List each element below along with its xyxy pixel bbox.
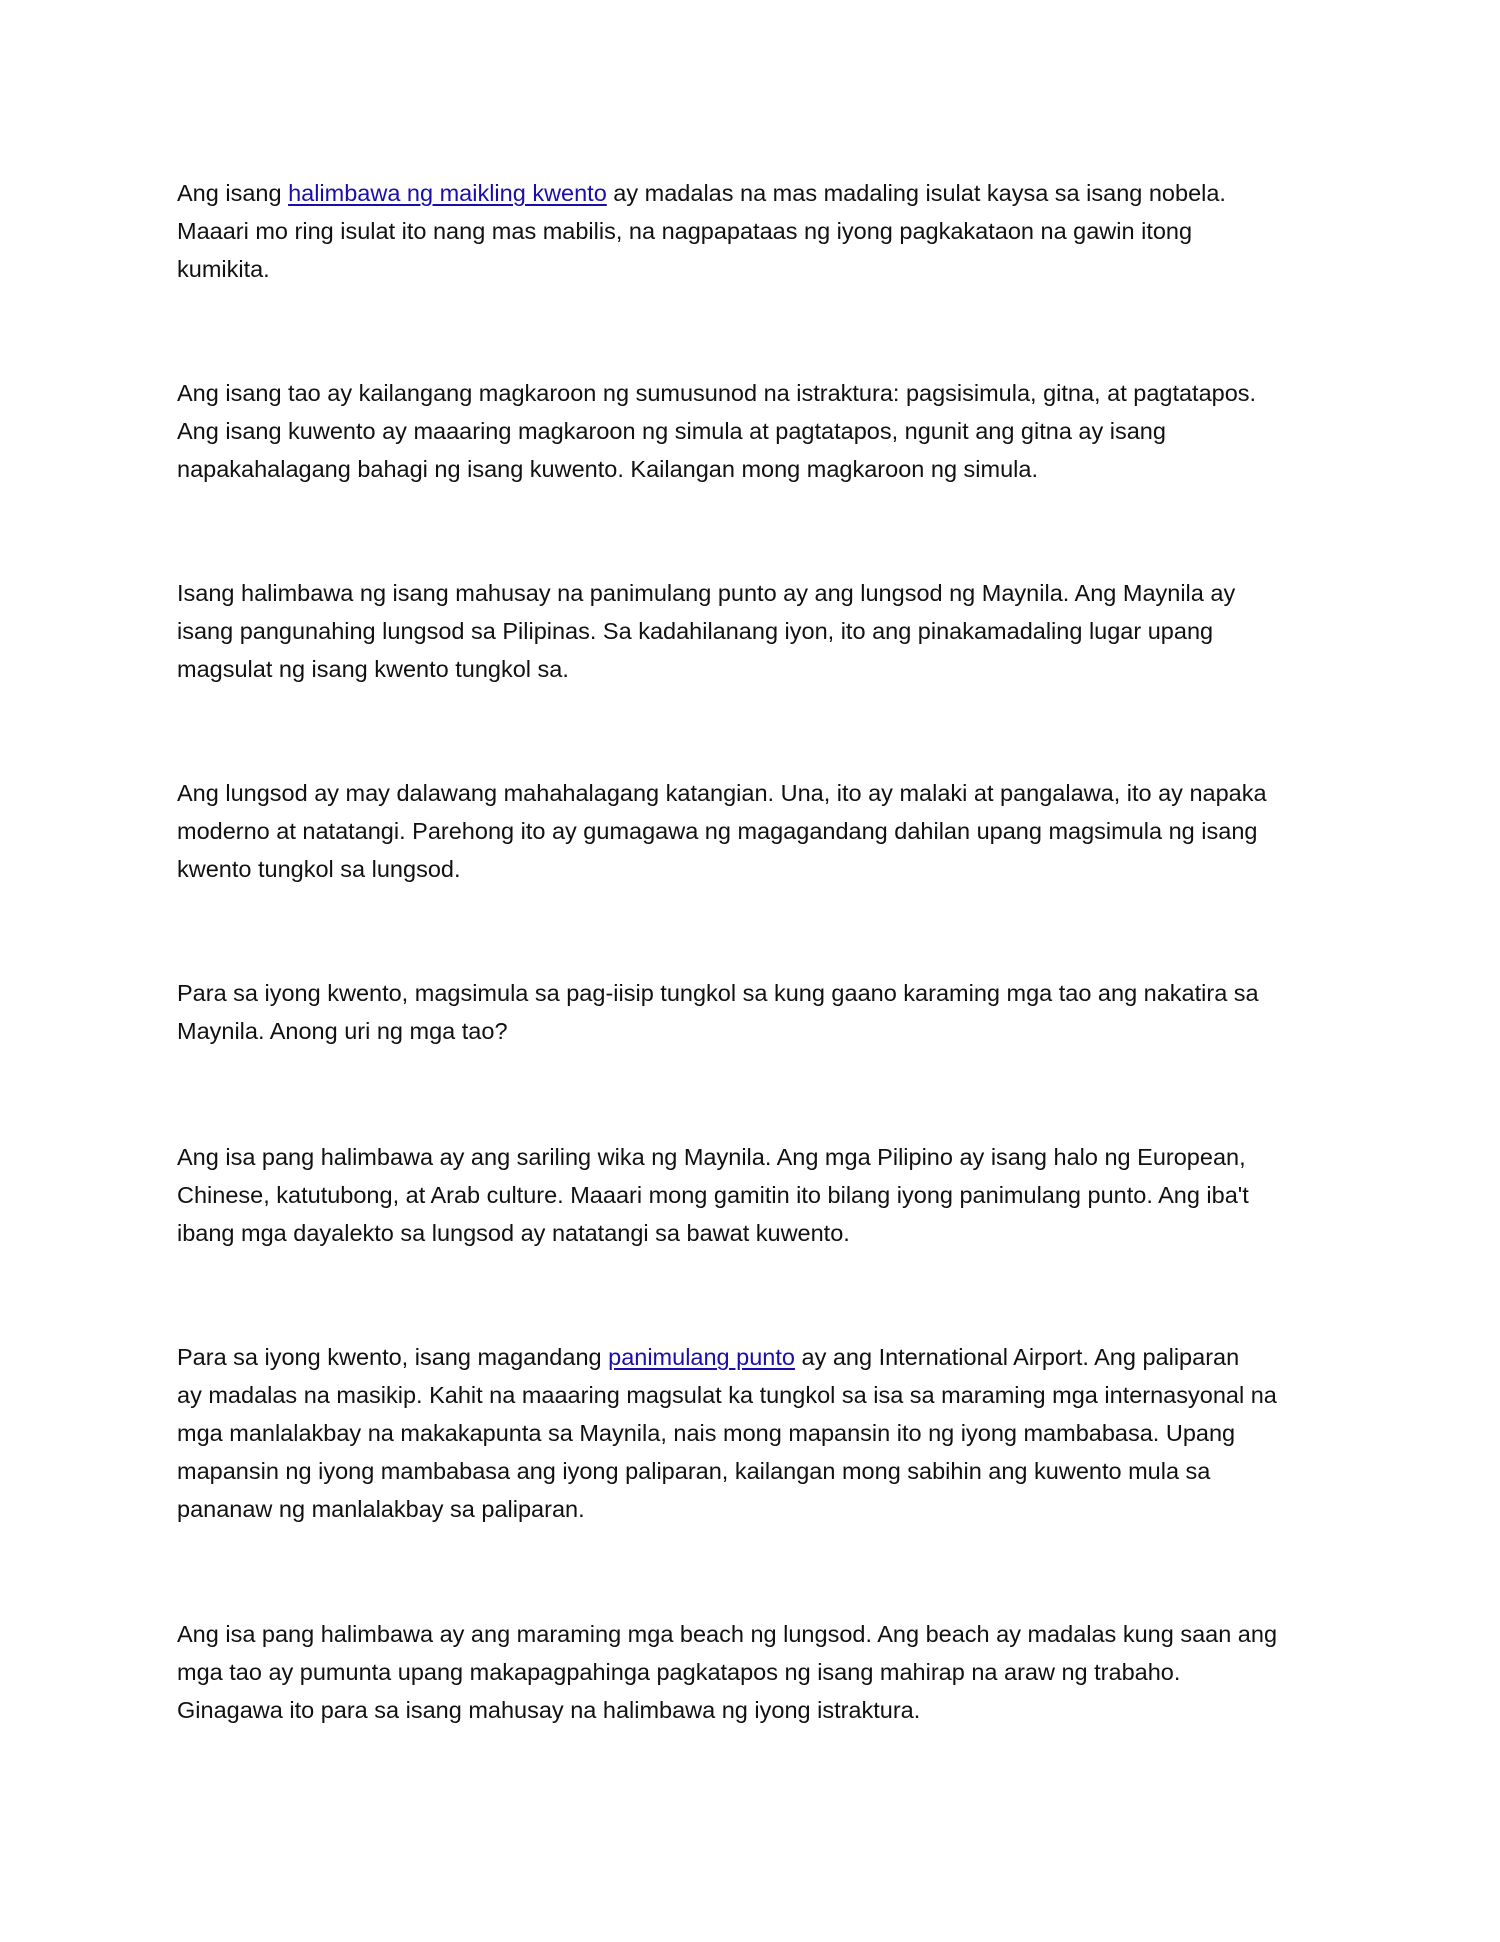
paragraph-line: Isang halimbawa ng isang mahusay na panimulang punto ay ang lungsod ng Maynila. Ang Maynila ay xyxy=(177,580,1236,606)
paragraph-line: mga tao ay pumunta upang makapagpahinga pagkatapos ng isang mahirap na araw ng trabaho. xyxy=(177,1659,1181,1685)
paragraph-line: Para sa iyong kwento, isang magandang panimulang punto ay ang International Airport. Ang paliparan xyxy=(177,1344,1240,1370)
paragraph-line: mapansin ng iyong mambabasa ang iyong paliparan, kailangan mong sabihin ang kuwento mula sa xyxy=(177,1458,1211,1484)
paragraph-line: Ang isang kuwento ay maaaring magkaroon ng simula at pagtatapos, ngunit ang gitna ay isang xyxy=(177,418,1166,444)
paragraph-line: Ang isa pang halimbawa ay ang sariling wika ng Maynila. Ang mga Pilipino ay isang halo ng European, xyxy=(177,1144,1246,1170)
paragraph-6 xyxy=(177,1138,1337,1252)
paragraph-line: Maynila. Anong uri ng mga tao? xyxy=(177,1018,508,1044)
paragraph-line: Ang isang halimbawa ng maikling kwento ay madalas na mas madaling isulat kaysa sa isang nobela. xyxy=(177,180,1226,206)
paragraph-line: Ang lungsod ay may dalawang mahahalagang katangian. Una, ito ay malaki at pangalawa, ito ay napaka xyxy=(177,780,1267,806)
paragraph-line: Ang isa pang halimbawa ay ang maraming mga beach ng lungsod. Ang beach ay madalas kung saan ang xyxy=(177,1621,1278,1647)
link-panimulang-punto[interactable]: panimulang punto xyxy=(608,1344,795,1370)
paragraph-4 xyxy=(177,774,1337,888)
paragraph-1 xyxy=(177,174,1337,288)
paragraph-line: kwento tungkol sa lungsod. xyxy=(177,856,461,882)
paragraph-line: magsulat ng isang kwento tungkol sa. xyxy=(177,656,569,682)
paragraph-line: Ginagawa ito para sa isang mahusay na halimbawa ng iyong istraktura. xyxy=(177,1697,921,1723)
paragraph-line: Maaari mo ring isulat ito nang mas mabilis, na nagpapataas ng iyong pagkakataon na gawin itong xyxy=(177,218,1193,244)
paragraph-line: Para sa iyong kwento, magsimula sa pag-iisip tungkol sa kung gaano karaming mga tao ang nakatira sa xyxy=(177,980,1259,1006)
paragraph-line: ay madalas na masikip. Kahit na maaaring magsulat ka tungkol sa isa sa maraming mga internasyonal na xyxy=(177,1382,1277,1408)
paragraph-line: mga manlalakbay na makakapunta sa Maynila, nais mong mapansin ito ng iyong mambabasa. Upang xyxy=(177,1420,1236,1446)
paragraph-7 xyxy=(177,1338,1337,1528)
paragraph-8 xyxy=(177,1615,1337,1729)
paragraph-line: kumikita. xyxy=(177,256,270,282)
paragraph-2 xyxy=(177,374,1337,488)
paragraph-line: Chinese, katutubong, at Arab culture. Maaari mong gamitin ito bilang iyong panimulang punto. Ang iba't xyxy=(177,1182,1249,1208)
paragraph-line: isang pangunahing lungsod sa Pilipinas. Sa kadahilanang iyon, ito ang pinakamadaling lugar upang xyxy=(177,618,1214,644)
paragraph-5 xyxy=(177,974,1337,1050)
paragraph-line: Ang isang tao ay kailangang magkaroon ng sumusunod na istraktura: pagsisimula, gitna, at pagtatapos. xyxy=(177,380,1257,406)
paragraph-line: moderno at natatangi. Parehong ito ay gumagawa ng magagandang dahilan upang magsimula ng isang xyxy=(177,818,1258,844)
link-halimbawa-ng-maikling-kwento[interactable]: halimbawa ng maikling kwento xyxy=(288,180,607,206)
paragraph-3 xyxy=(177,574,1337,688)
paragraph-line: ibang mga dayalekto sa lungsod ay natatangi sa bawat kuwento. xyxy=(177,1220,850,1246)
paragraph-line: pananaw ng manlalakbay sa paliparan. xyxy=(177,1496,585,1522)
paragraph-line: napakahalagang bahagi ng isang kuwento. Kailangan mong magkaroon ng simula. xyxy=(177,456,1038,482)
